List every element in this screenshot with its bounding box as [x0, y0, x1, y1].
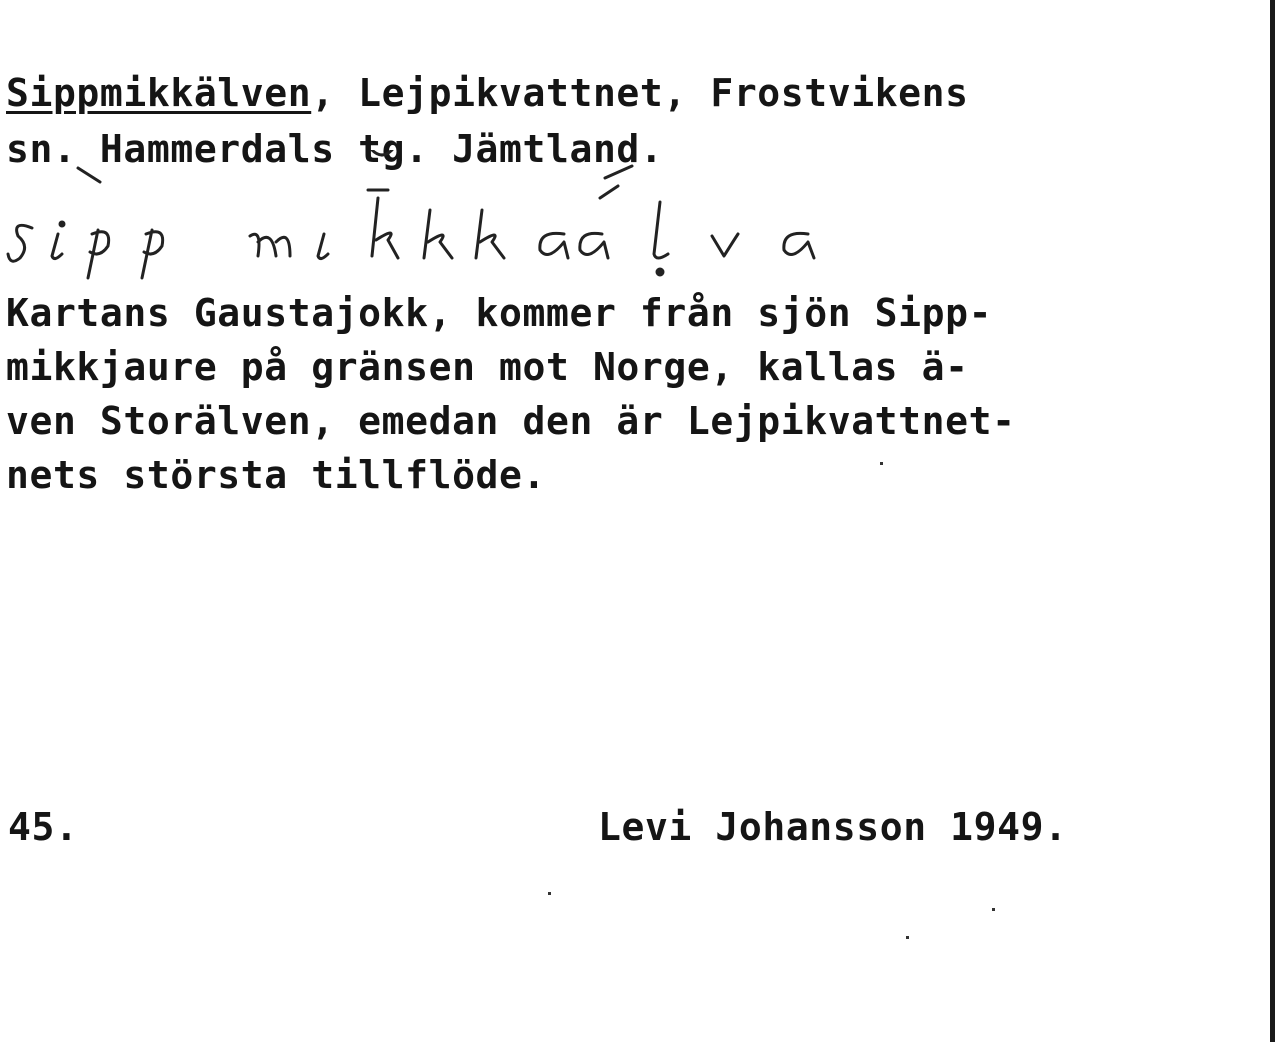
scan-speck — [906, 936, 909, 939]
scan-speck — [548, 892, 551, 895]
headword: Sippmikkälven — [6, 71, 312, 115]
header-line — [6, 71, 969, 115]
scan-speck — [992, 908, 995, 911]
description — [6, 286, 1016, 502]
handwritten-pronunciation — [0, 150, 900, 280]
description-line: nets största tillflöde. — [6, 453, 546, 497]
card-number: 45. — [8, 805, 79, 849]
card-edge — [1270, 0, 1275, 1042]
collector-signature: Levi Johansson 1949. — [598, 805, 1068, 849]
description-line: ven Storälven, emedan den är Lejpikvattnet- — [6, 399, 1016, 443]
description-line: mikkjaure på gränsen mot Norge, kallas ä- — [6, 345, 969, 389]
description-line: Kartans Gaustajokk, kommer från sjön Sipp- — [6, 291, 993, 335]
header-location: , Lejpikvattnet, Frostvikens — [311, 71, 969, 115]
scan-speck — [880, 462, 883, 465]
district-line: sn. Hammerdals tg. Jämtland. — [6, 127, 664, 171]
